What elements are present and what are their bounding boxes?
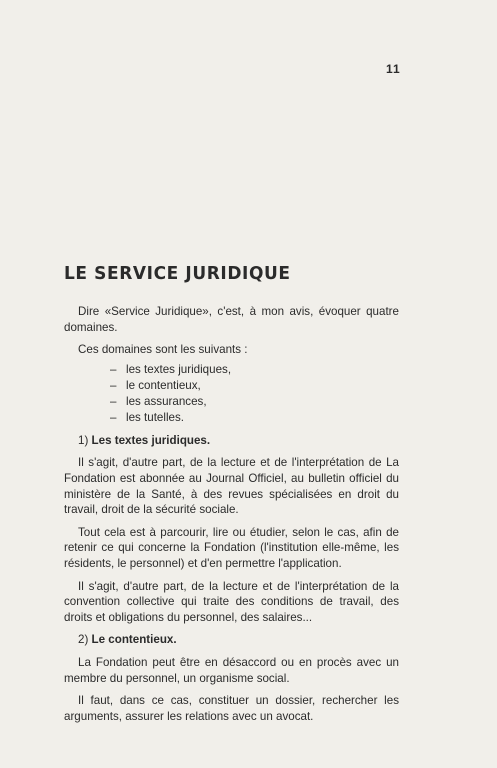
section-title: LE SERVICE JURIDIQUE — [64, 263, 291, 285]
section-1-paragraph: Il s'agit, d'autre part, de la lecture et de l'interprétation de La Fondation est abonnée au Journal Officiel, au bulletin officiel du ministère de la Santé, à des revues spécialisées en droit du travail, droit de la sécurité sociale. — [64, 456, 399, 517]
section-2-paragraph: Il faut, dans ce cas, constituer un dossier, rechercher les arguments, assurer les relations avec un avocat. — [64, 694, 399, 723]
section-2-paragraph: La Fondation peut être en désaccord ou en procès avec un membre du personnel, un organisme social. — [64, 655, 399, 685]
section-1-paragraph: Il s'agit, d'autre part, de la lecture et de l'interprétation de la convention collective qui traite des conditions de travail, des droits et obligations du personnel, des salaires... — [64, 579, 399, 624]
page-number: 11 — [386, 62, 401, 76]
list-item: – les textes juridiques, — [110, 362, 232, 376]
section-1-heading: 1) Les textes juridiques. — [78, 433, 211, 447]
list-item: – les tutelles. — [110, 410, 184, 424]
list-item: – les assurances, — [110, 394, 207, 408]
body-text — [64, 304, 399, 731]
section-2-heading: 2) Le contentieux. — [78, 633, 177, 647]
intro-paragraph: Dire «Service Juridique», c'est, à mon avis, évoquer quatre domaines. — [64, 305, 399, 334]
list-item: – le contentieux, — [110, 378, 201, 392]
section-1-paragraph: Tout cela est à parcourir, lire ou étudier, selon le cas, afin de retenir ce qui concerne la Fondation (l'institution elle-même, les résidents, le personnel) et d'en permettre l'application. — [64, 525, 399, 570]
domains-list — [64, 362, 399, 426]
domains-intro: Ces domaines sont les suivants : — [78, 343, 248, 357]
